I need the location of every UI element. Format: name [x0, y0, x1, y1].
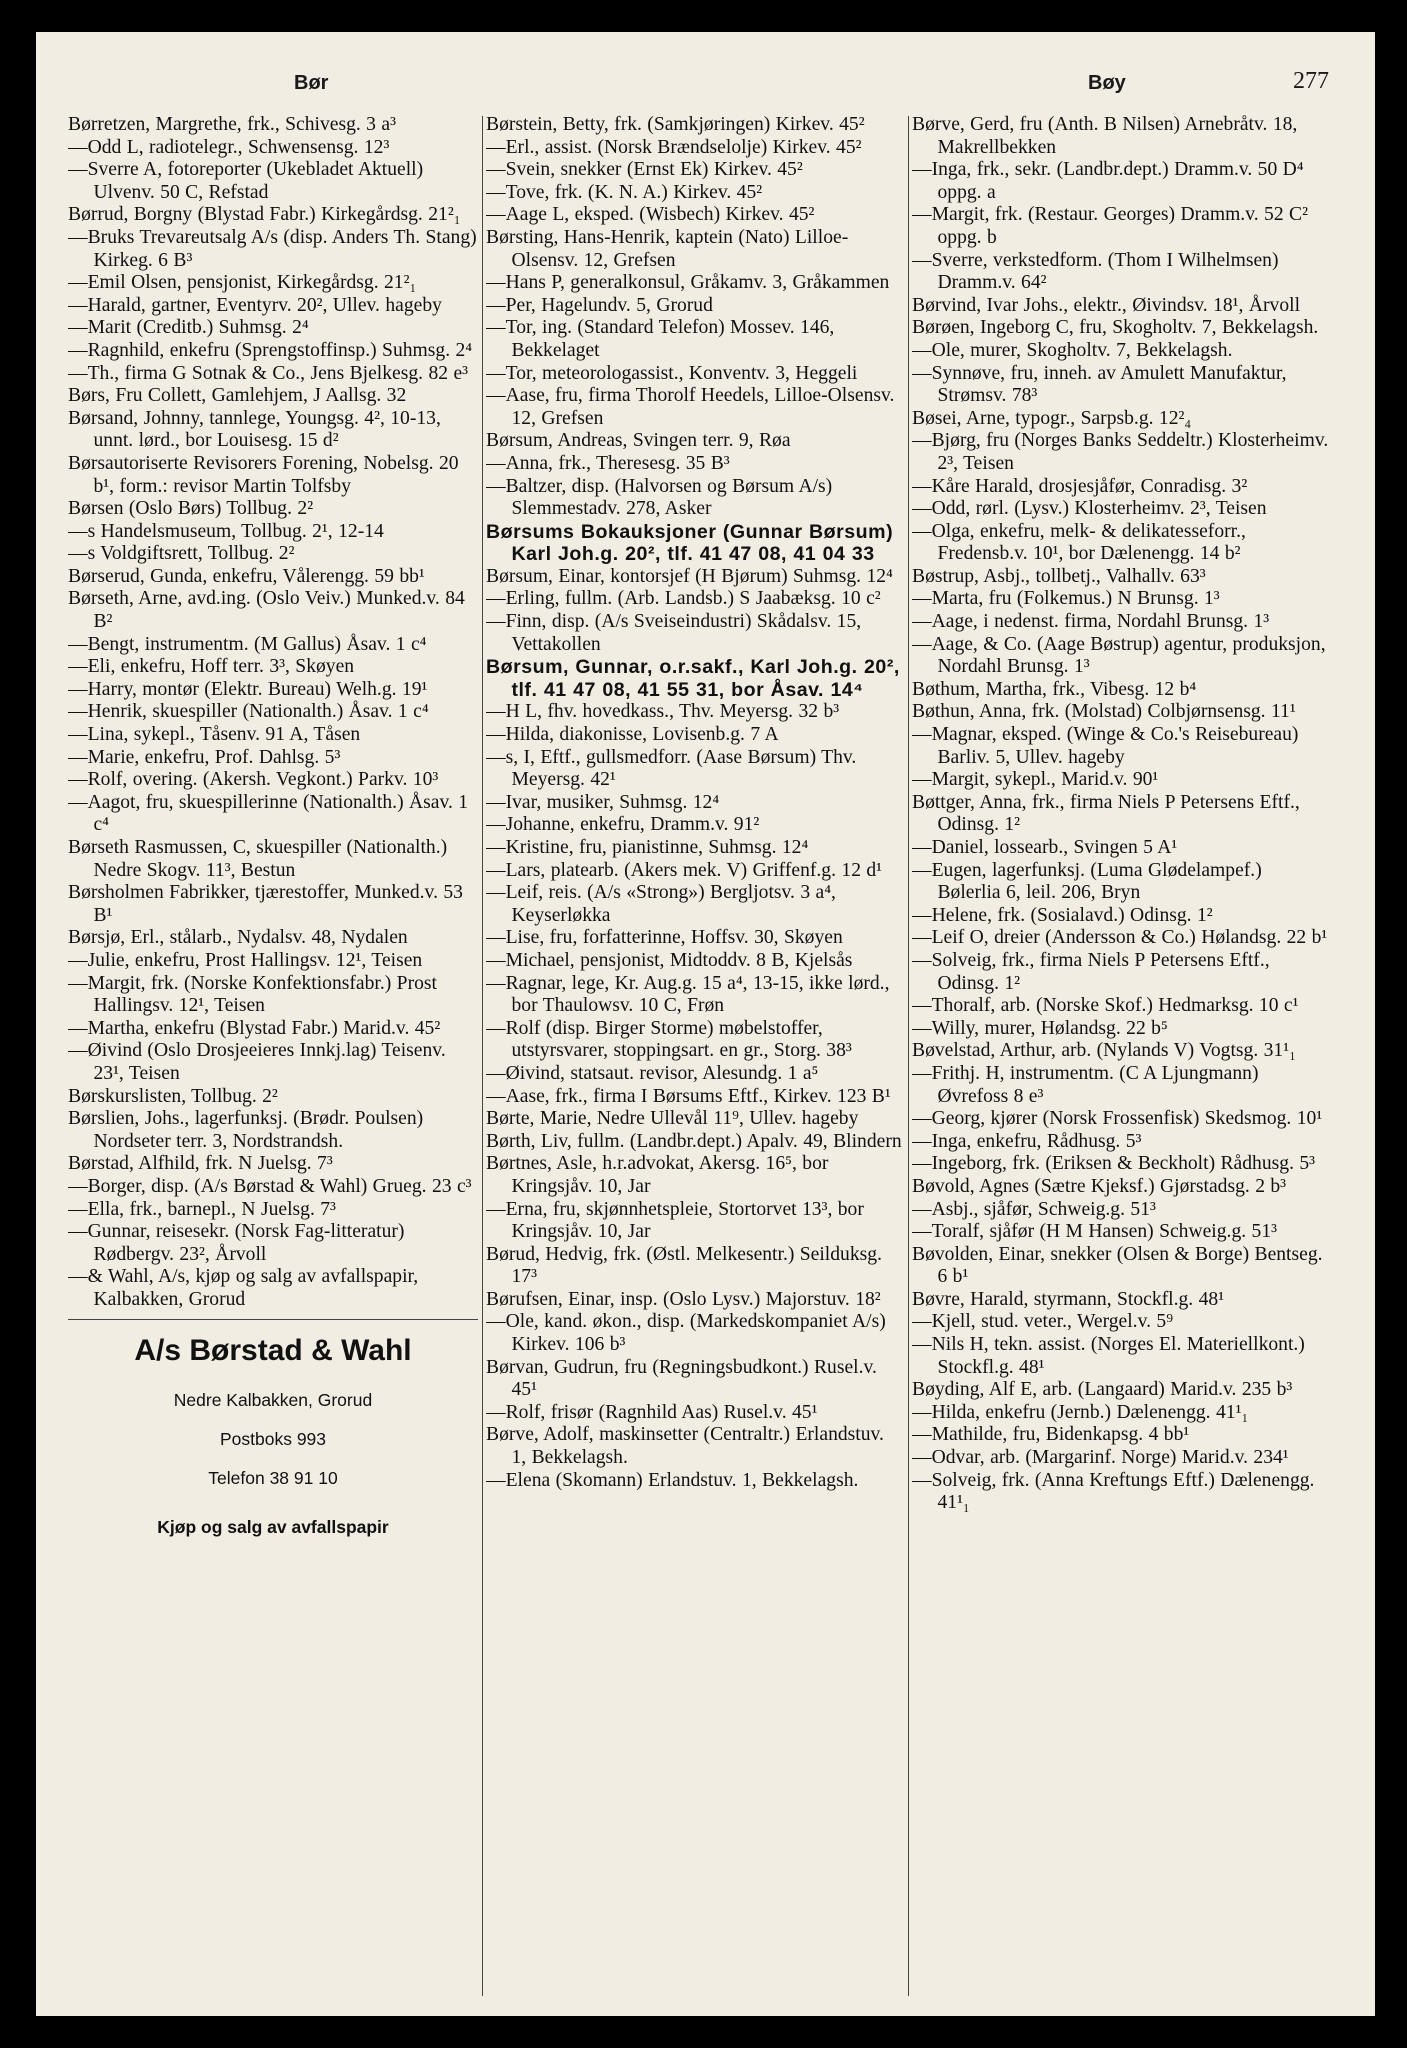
directory-entry: —Tor, ing. (Standard Telefon) Mossev. 146, Bekkelaget: [486, 317, 835, 361]
directory-entry: —Rolf (disp. Birger Storme) møbelstoffer, utstyrsvarer, stoppingsart. en gr., Storg. 38³: [486, 1017, 852, 1062]
directory-entry: —Solveig, frk., firma Niels P Petersens Eftf., Odinsg. 1²: [912, 949, 1270, 994]
directory-entry: —Per, Hagelundv. 5, Grorud: [486, 294, 713, 316]
directory-entry: —Aase, frk., firma I Børsums Eftf., Kirkev. 123 B¹: [486, 1085, 891, 1107]
directory-entry: —Eli, enkefru, Hoff terr. 3³, Skøyen: [68, 656, 355, 678]
ad-phone: Telefon 38 91 10: [208, 1468, 338, 1489]
directory-entry: —Georg, kjører (Norsk Frossenfisk) Skedsmog. 10¹: [912, 1108, 1323, 1130]
ad-postbox: Postboks 993: [219, 1429, 327, 1450]
directory-entry: Børvan, Gudrun, fru (Regningsbudkont.) Rusel.v. 45¹: [486, 1356, 877, 1401]
directory-entry: —Harry, montør (Elektr. Bureau) Welh.g. 19¹: [68, 678, 428, 700]
directory-entry: Børøen, Ingeborg C, fru, Skogholtv. 7, Bekkelagsh.: [912, 317, 1319, 339]
directory-entry: —Lise, fru, forfatterinne, Hoffsv. 30, Skøyen: [486, 927, 843, 949]
directory-entry: Børserud, Gunda, enkefru, Vålerengg. 59 bb¹: [68, 565, 425, 587]
directory-entry: —Helene, frk. (Sosialavd.) Odinsg. 1²: [912, 904, 1213, 926]
directory-entry: Børtnes, Asle, h.r.advokat, Akersg. 16⁵, bor Kringsjåv. 10, Jar: [486, 1153, 829, 1197]
directory-entry: —Erna, fru, skjønnhetspleie, Stortorvet 13³, bor Kringsjåv. 10, Jar: [486, 1198, 864, 1243]
directory-entry: —Olga, enkefru, melk- & delikatesseforr., Fredensb.v. 10¹, bor Dælenengg. 14 b²: [912, 520, 1246, 565]
directory-entry: —Lars, platearb. (Akers mek. V) Griffenf.g. 12 d¹: [486, 859, 883, 881]
directory-entry: Børte, Marie, Nedre Ullevål 11⁹, Ullev. hageby: [486, 1108, 859, 1130]
directory-entry: —Emil Olsen, pensjonist, Kirkegårdsg. 21²₁: [68, 272, 417, 294]
directory-entry: —Tove, frk. (K. N. A.) Kirkev. 45²: [486, 181, 763, 203]
directory-entry: —Sverre A, fotoreporter (Ukebladet Aktuell) Ulvenv. 50 C, Refstad: [68, 159, 424, 203]
column-divider: [908, 116, 909, 1996]
directory-entry: Børs, Fru Collett, Gamlehjem, J Aallsg. 32: [68, 385, 407, 407]
directory-entry: —Baltzer, disp. (Halvorsen og Børsum A/s) Slemmestadv. 278, Asker: [486, 475, 833, 520]
directory-entry: Børsum, Gunnar, o.r.sakf., Karl Joh.g. 20², tlf. 41 47 08, 41 55 31, bor Åsav. 14⁴: [486, 656, 900, 701]
directory-entry: —Marta, fru (Folkemus.) N Brunsg. 1³: [912, 588, 1220, 610]
directory-entry: —Odd L, radiotelegr., Schwensensg. 12³: [68, 136, 390, 158]
directory-entry: Børsjø, Erl., stålarb., Nydalsv. 48, Nydalen: [68, 927, 408, 949]
directory-entry: Børvind, Ivar Johs., elektr., Øivindsv. 18¹, Årvoll: [912, 294, 1301, 316]
directory-entry: Børsholmen Fabrikker, tjærestoffer, Munked.v. 53 B¹: [68, 882, 463, 926]
directory-entry: Børrud, Borgny (Blystad Fabr.) Kirkegårdsg. 21²₁: [68, 204, 461, 226]
directory-entry: —Johanne, enkefru, Dramm.v. 91²: [486, 814, 760, 836]
directory-entry: —Margit, sykepl., Marid.v. 90¹: [912, 769, 1159, 791]
column-2: [486, 114, 904, 2004]
directory-entry: —Ragnar, lege, Kr. Aug.g. 15 a⁴, 13-15, ikke lørd., bor Thaulowsv. 10 C, Frøn: [486, 972, 890, 1017]
directory-entry: —Marit (Creditb.) Suhmsg. 2⁴: [68, 317, 309, 339]
directory-entry: Bøstrup, Asbj., tollbetj., Valhallv. 63³: [912, 565, 1206, 587]
directory-entry: Børseth Rasmussen, C, skuespiller (Nationalth.) Nedre Skogv. 11³, Bestun: [68, 837, 448, 881]
directory-entry: —Tor, meteorologassist., Konventv. 3, Heggeli: [486, 362, 858, 384]
directory-entry: —Nils H, tekn. assist. (Norges El. Materiellkont.) Stockfl.g. 48¹: [912, 1334, 1305, 1378]
directory-entry: Bøvre, Harald, styrmann, Stockfl.g. 48¹: [912, 1288, 1225, 1310]
directory-entry: —Erl., assist. (Norsk Brændselolje) Kirkev. 45²: [486, 136, 862, 158]
directory-entry: —Synnøve, fru, inneh. av Amulett Manufaktur, Strømsv. 78³: [912, 362, 1287, 407]
directory-entry: —Sverre, verkstedform. (Thom I Wilhelmsen) Dramm.v. 64²: [912, 249, 1279, 294]
directory-entry: —Bruks Trevareutsalg A/s (disp. Anders Th. Stang) Kirkeg. 6 B³: [68, 226, 477, 271]
directory-entry: —Ivar, musiker, Suhmsg. 12⁴: [486, 791, 720, 813]
directory-entry: Bøsei, Arne, typogr., Sarpsb.g. 12²₄: [912, 407, 1192, 429]
directory-entry: Børsen (Oslo Børs) Tollbug. 2²: [68, 498, 314, 520]
directory-entry: —s Handelsmuseum, Tollbug. 2¹, 12-14: [68, 520, 384, 542]
directory-entry: —Øivind, statsaut. revisor, Alesundg. 1 a⁵: [486, 1062, 819, 1084]
running-header-center: Bøy: [1088, 72, 1126, 94]
column-3-entries: [912, 114, 1330, 1515]
directory-entry: —Elena (Skomann) Erlandstuv. 1, Bekkelagsh.: [486, 1469, 859, 1491]
directory-entry: —s, I, Eftf., gullsmedforr. (Aase Børsum) Thv. Meyersg. 42¹: [486, 746, 857, 791]
directory-entry: —Michael, pensjonist, Midtoddv. 8 B, Kjelsås: [486, 949, 853, 971]
directory-entry: —s Voldgiftsrett, Tollbug. 2²: [68, 543, 295, 565]
directory-entry: —Bengt, instrumentm. (M Gallus) Åsav. 1 c⁴: [68, 633, 427, 655]
directory-entry: Bøvelstad, Arthur, arb. (Nylands V) Vogtsg. 31¹₁: [912, 1040, 1296, 1062]
directory-entry: —Th., firma G Sotnak & Co., Jens Bjelkesg. 82 e³: [68, 362, 469, 384]
directory-entry: Børve, Adolf, maskinsetter (Centraltr.) Erlandstuv. 1, Bekkelagsh.: [486, 1424, 884, 1469]
directory-entry: —Harald, gartner, Eventyrv. 20², Ullev. hageby: [68, 294, 442, 316]
directory-entry: Børve, Gerd, fru (Anth. B Nilsen) Arnebråtv. 18, Makrellbekken: [912, 114, 1298, 158]
directory-entry: —Thoralf, arb. (Norske Skof.) Hedmarksg. 10 c¹: [912, 995, 1299, 1017]
directory-entry: —Gunnar, reisesekr. (Norsk Fag-litteratur) Rødbergv. 23², Årvoll: [68, 1221, 405, 1265]
directory-entry: —Margit, frk. (Restaur. Georges) Dramm.v. 52 C² oppg. b: [912, 204, 1308, 248]
ad-tagline: Kjøp og salg av avfallspapir: [157, 1517, 389, 1538]
directory-entry: —Borger, disp. (A/s Børstad & Wahl) Grueg. 23 c³: [68, 1175, 472, 1197]
advertisement: [68, 1334, 478, 1538]
directory-entry: —Martha, enkefru (Blystad Fabr.) Marid.v. 45²: [68, 1017, 441, 1039]
directory-entry: —Toralf, sjåfør (H M Hansen) Schweig.g. 51³: [912, 1221, 1278, 1243]
column-1: [68, 114, 478, 2004]
directory-entry: —& Wahl, A/s, kjøp og salg av avfallspapir, Kalbakken, Grorud: [68, 1266, 419, 1310]
directory-entry: —Finn, disp. (A/s Sveiseindustri) Skådalsv. 15, Vettakollen: [486, 611, 862, 655]
directory-entry: Børseth, Arne, avd.ing. (Oslo Veiv.) Munked.v. 84 B²: [68, 588, 465, 633]
directory-entry: —Ella, frk., barnepl., N Juelsg. 7³: [68, 1198, 336, 1220]
directory-entry: Børth, Liv, fullm. (Landbr.dept.) Apalv. 49, Blindern: [486, 1130, 902, 1152]
directory-entry: Bøthun, Anna, frk. (Molstad) Colbjørnsensg. 11¹: [912, 701, 1296, 723]
directory-entry: —Ole, murer, Skogholtv. 7, Bekkelagsh.: [912, 339, 1233, 361]
column-2-entries: [486, 114, 904, 1492]
directory-entry: —Kristine, fru, pianistinne, Suhmsg. 12⁴: [486, 837, 809, 858]
directory-page: [36, 32, 1375, 2016]
directory-entry: —Mathilde, fru, Bidenkapsg. 4 bb¹: [912, 1424, 1190, 1446]
directory-entry: —Bjørg, fru (Norges Banks Seddeltr.) Klosterheimv. 2³, Teisen: [912, 430, 1329, 474]
directory-entry: Børsting, Hans-Henrik, kaptein (Nato) Lilloe-Olsensv. 12, Grefsen: [486, 226, 849, 271]
directory-entry: —Ole, kand. økon., disp. (Markedskompaniet A/s) Kirkev. 106 b³: [486, 1311, 886, 1356]
ad-company-name: A/s Børstad & Wahl: [134, 1334, 412, 1368]
directory-entry: Børstad, Alfhild, frk. N Juelsg. 7³: [68, 1153, 333, 1175]
directory-entry: —Hans P, generalkonsul, Gråkamv. 3, Gråkammen: [486, 272, 890, 294]
directory-entry: Bøvolden, Einar, snekker (Olsen & Borge) Bentseg. 6 b¹: [912, 1243, 1323, 1288]
directory-entry: —Margit, frk. (Norske Konfektionsfabr.) Prost Hallingsv. 12¹, Teisen: [68, 972, 437, 1017]
directory-entry: Børsautoriserte Revisorers Forening, Nobelsg. 20 b¹, form.: revisor Martin Tolfsby: [68, 452, 459, 497]
directory-entry: —Svein, snekker (Ernst Ek) Kirkev. 45²: [486, 159, 803, 181]
directory-entry: —H L, fhv. hovedkass., Thv. Meyersg. 32 b³: [486, 701, 840, 723]
directory-entry: Bøvold, Agnes (Sætre Kjeksf.) Gjørstadsg. 2 b³: [912, 1175, 1287, 1197]
directory-entry: —Solveig, frk. (Anna Kreftungs Eftf.) Dælenengg. 41¹₁: [912, 1469, 1315, 1514]
directory-entry: —Leif, reis. (A/s «Strong») Bergljotsv. 3 a⁴, Keyserløkka: [486, 882, 836, 926]
directory-entry: —Rolf, frisør (Ragnhild Aas) Rusel.v. 45¹: [486, 1401, 818, 1423]
directory-entry: —Ingeborg, frk. (Eriksen & Beckholt) Rådhusg. 5³: [912, 1153, 1316, 1175]
directory-entry: —Odd, rørl. (Lysv.) Klosterheimv. 2³, Teisen: [912, 498, 1267, 520]
directory-entry: —Kåre Harald, drosjesjåfør, Conradisg. 3²: [912, 475, 1248, 497]
directory-entry: Børsum, Einar, kontorsjef (H Bjørum) Suhmsg. 12⁴: [486, 565, 893, 587]
directory-entry: Børsum, Andreas, Svingen terr. 9, Røa: [486, 430, 791, 452]
directory-entry: —Eugen, lagerfunksj. (Luma Glødelampef.) Bølerlia 6, leil. 206, Bryn: [912, 859, 1262, 904]
directory-entry: —Leif O, dreier (Andersson & Co.) Hølandsg. 22 b¹: [912, 927, 1328, 949]
directory-entry: Bøttger, Anna, frk., firma Niels P Petersens Eftf., Odinsg. 1²: [912, 791, 1300, 836]
directory-entry: Børufsen, Einar, insp. (Oslo Lysv.) Majorstuv. 18²: [486, 1288, 881, 1310]
directory-entry: Bøyding, Alf E, arb. (Langaard) Marid.v. 235 b³: [912, 1379, 1293, 1401]
directory-entry: —Lina, sykepl., Tåsenv. 91 A, Tåsen: [68, 724, 361, 746]
directory-entry: —Frithj. H, instrumentm. (C A Ljungmann) Øvrefoss 8 e³: [912, 1062, 1259, 1107]
directory-entry: —Asbj., sjåfør, Schweig.g. 51³: [912, 1198, 1156, 1220]
directory-entry: —Aage, i nedenst. firma, Nordahl Brunsg. 1³: [912, 611, 1270, 633]
directory-entry: Børretzen, Margrethe, frk., Schivesg. 3 a³: [68, 114, 396, 135]
directory-entry: Børstein, Betty, frk. (Samkjøringen) Kirkev. 45²: [486, 114, 865, 135]
directory-entry: Børslien, Johs., lagerfunksj. (Brødr. Poulsen) Nordseter terr. 3, Nordstrandsh.: [68, 1108, 424, 1152]
directory-entry: —Willy, murer, Hølandsg. 22 b⁵: [912, 1017, 1168, 1039]
directory-entry: Børsand, Johnny, tannlege, Youngsg. 4², 10-13, unnt. lørd., bor Louisesg. 15 d²: [68, 407, 441, 452]
directory-entry: —Erling, fullm. (Arb. Landsb.) S Jaabæksg. 10 c²: [486, 588, 881, 610]
directory-entry: —Kjell, stud. veter., Wergel.v. 5⁹: [912, 1311, 1174, 1333]
page-number: 277: [1293, 68, 1329, 94]
directory-entry: —Inga, enkefru, Rådhusg. 5³: [912, 1130, 1142, 1152]
directory-entry: —Marie, enkefru, Prof. Dahlsg. 5³: [68, 746, 341, 768]
column-3: [912, 114, 1330, 2004]
directory-entry: —Anna, frk., Theresesg. 35 B³: [486, 452, 730, 474]
directory-entry: Børsums Bokauksjoner (Gunnar Børsum) Karl Joh.g. 20², tlf. 41 47 08, 41 04 33: [486, 520, 894, 566]
directory-entry: —Rolf, overing. (Akersh. Vegkont.) Parkv. 10³: [68, 769, 439, 791]
directory-entry: —Magnar, eksped. (Winge & Co.'s Reisebureau) Barliv. 5, Ullev. hageby: [912, 724, 1299, 768]
directory-entry: —Hilda, diakonisse, Lovisenb.g. 7 A: [486, 724, 779, 746]
directory-entry: —Julie, enkefru, Prost Hallingsv. 12¹, Teisen: [68, 949, 423, 971]
directory-entry: —Aage, & Co. (Aage Bøstrup) agentur, produksjon, Nordahl Brunsg. 1³: [912, 633, 1326, 678]
directory-entry: —Henrik, skuespiller (Nationalth.) Åsav. 1 c⁴: [68, 701, 429, 723]
directory-entry: —Aage L, eksped. (Wisbech) Kirkev. 45²: [486, 204, 815, 226]
directory-entry: —Øivind (Oslo Drosjeeieres Innkj.lag) Teisenv. 23¹, Teisen: [68, 1040, 446, 1084]
directory-entry: Børskurslisten, Tollbug. 2²: [68, 1085, 278, 1107]
directory-entry: —Daniel, lossearb., Svingen 5 A¹: [912, 837, 1178, 858]
directory-entry: Børud, Hedvig, frk. (Østl. Melkesentr.) Seilduksg. 17³: [486, 1243, 882, 1288]
directory-entry: Bøthum, Martha, frk., Vibesg. 12 b⁴: [912, 678, 1197, 700]
directory-entry: —Odvar, arb. (Margarinf. Norge) Marid.v. 234¹: [912, 1447, 1289, 1469]
directory-entry: —Aase, fru, firma Thorolf Heedels, Lilloe-Olsensv. 12, Grefsen: [486, 385, 895, 429]
ad-divider: [68, 1319, 478, 1320]
directory-entry: —Inga, frk., sekr. (Landbr.dept.) Dramm.v. 50 D⁴ oppg. a: [912, 159, 1304, 203]
running-header-left: Bør: [294, 72, 329, 94]
column-1-entries: [68, 114, 478, 1311]
ad-address: Nedre Kalbakken, Grorud: [173, 1390, 373, 1411]
directory-entry: —Hilda, enkefru (Jernb.) Dælenengg. 41¹₁: [912, 1401, 1249, 1423]
column-divider: [482, 116, 483, 1996]
directory-entry: —Aagot, fru, skuespillerinne (Nationalth.) Åsav. 1 c⁴: [68, 791, 469, 836]
directory-entry: —Ragnhild, enkefru (Sprengstoffinsp.) Suhmsg. 2⁴: [68, 339, 473, 361]
